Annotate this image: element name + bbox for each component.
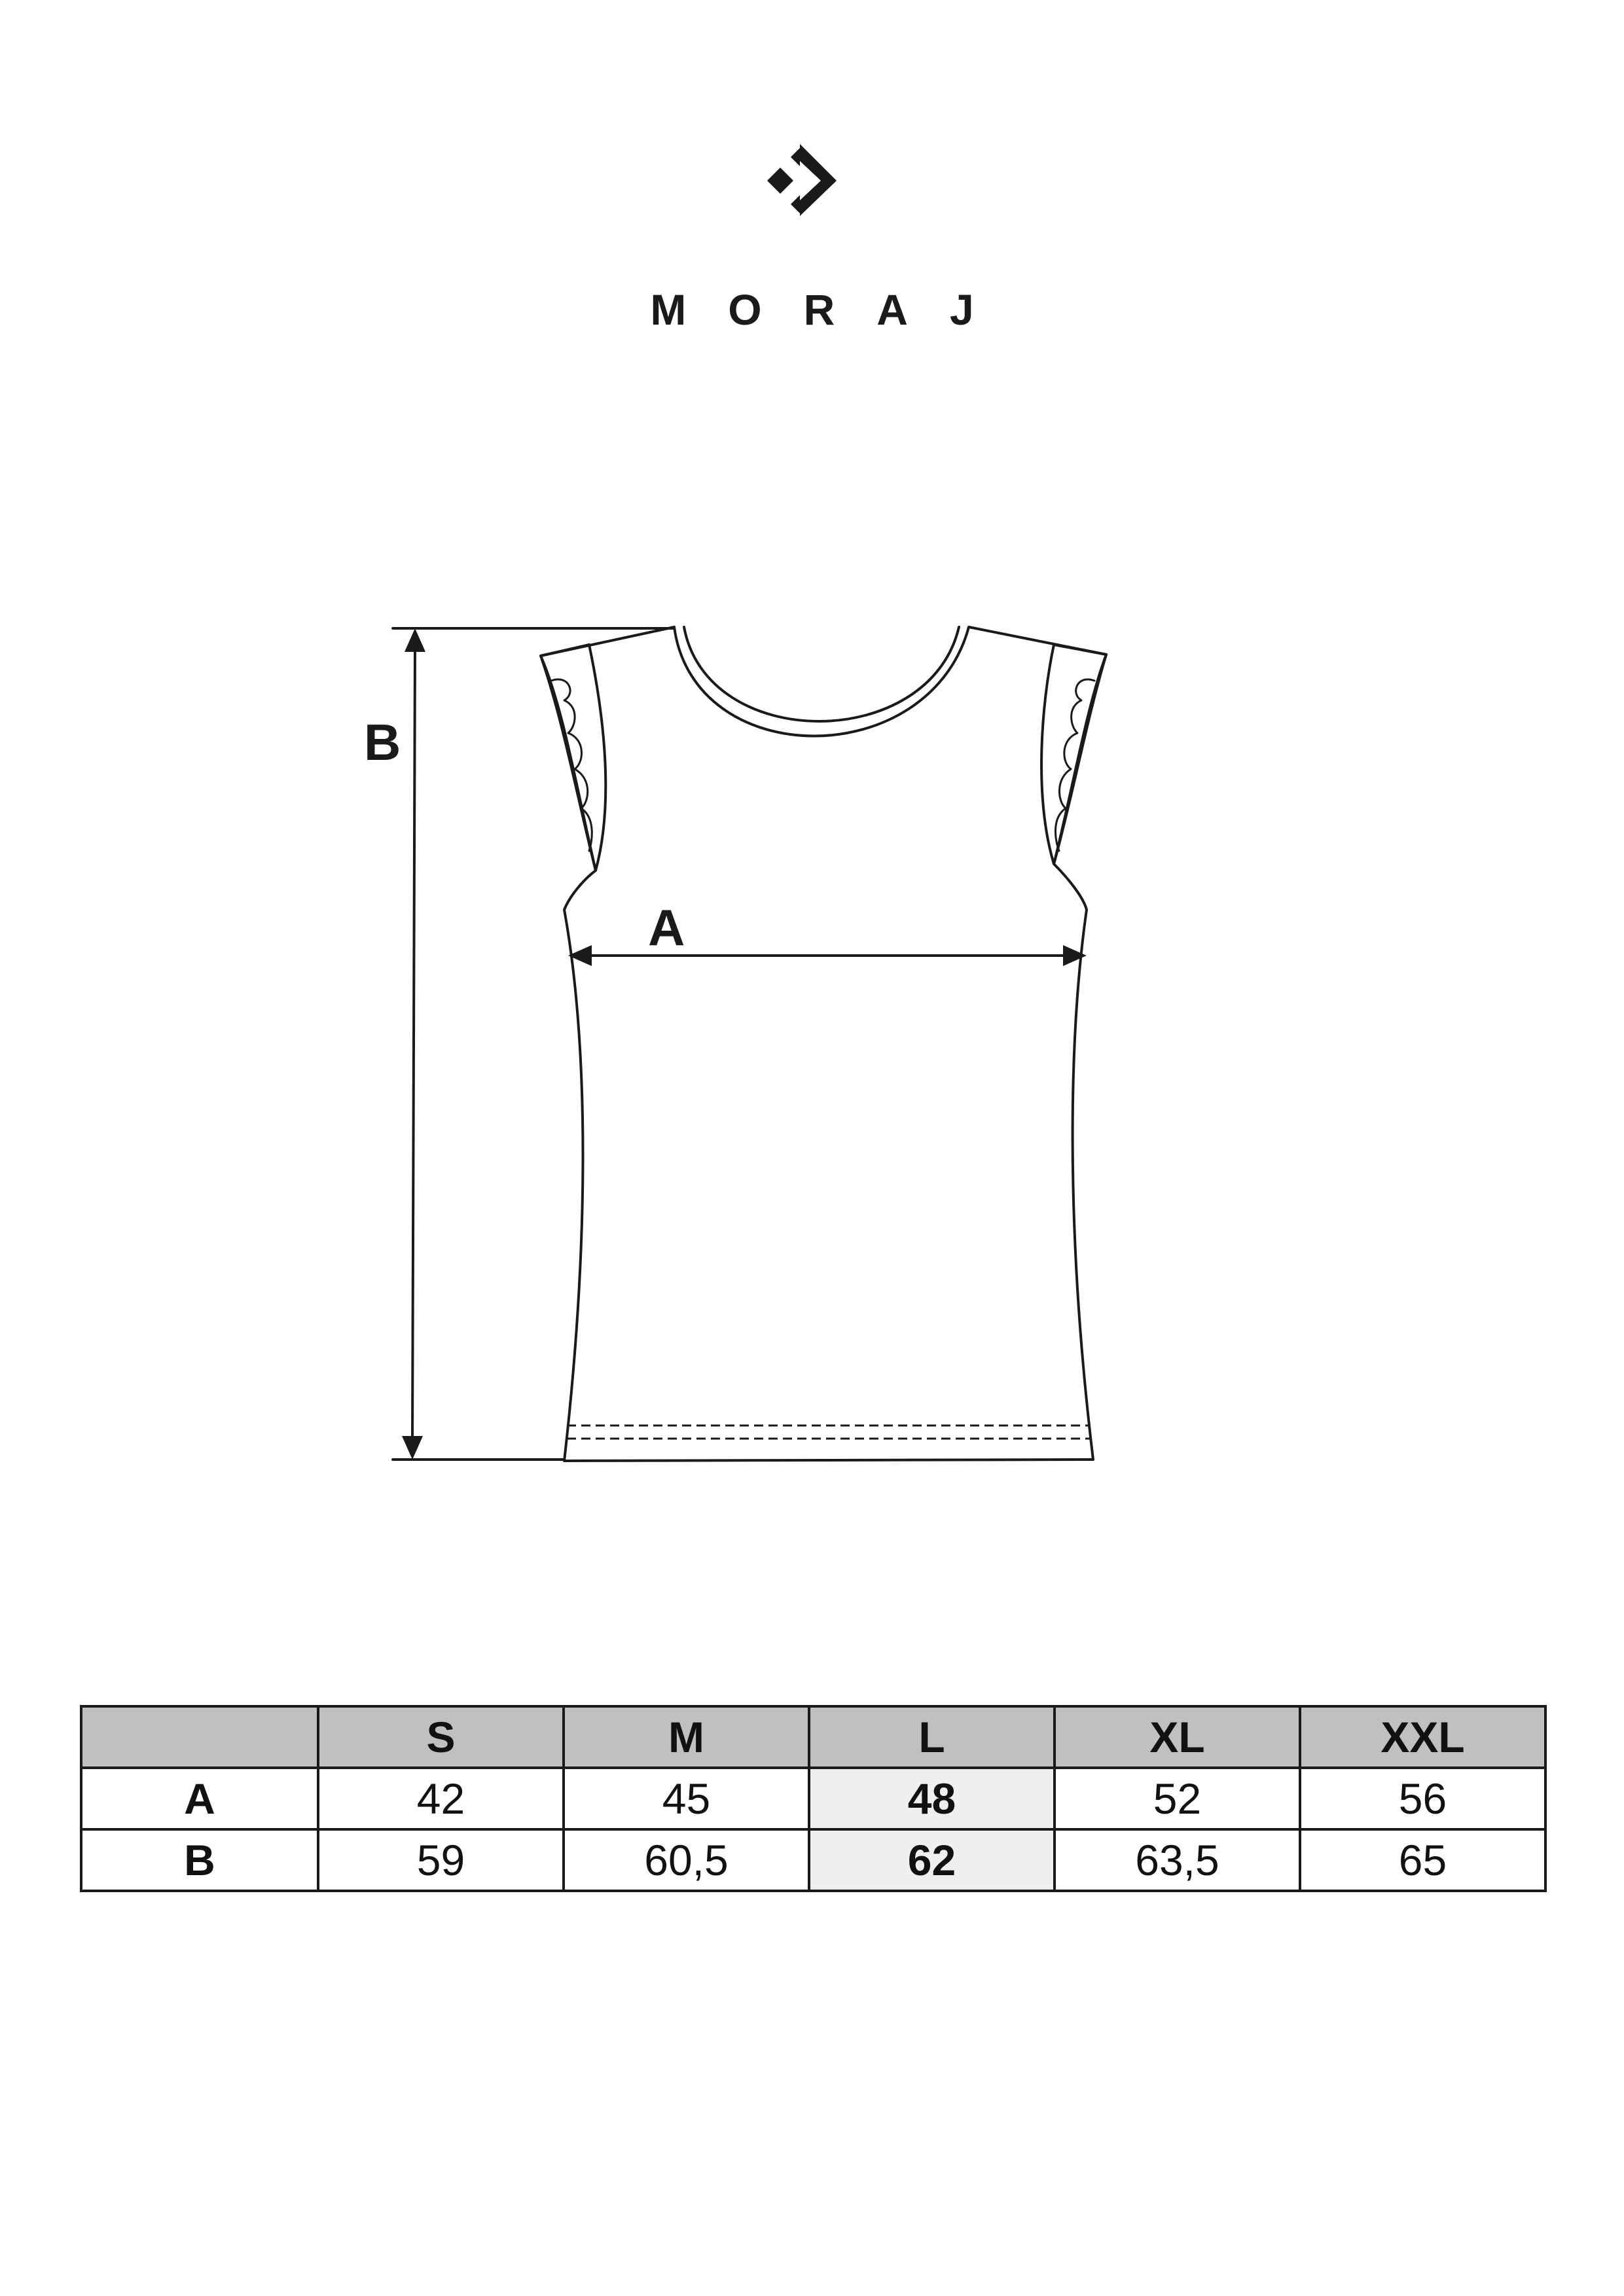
header-corner-cell <box>81 1706 318 1768</box>
row-label-a: A <box>81 1768 318 1829</box>
right-ruffle <box>1041 645 1106 864</box>
dimension-label-b: B <box>364 713 401 771</box>
garment-outline <box>541 627 1106 1461</box>
b-dimension-line <box>412 648 415 1440</box>
table-cell: 59 <box>318 1829 564 1891</box>
neckline-binding <box>684 627 959 721</box>
table-cell: 56 <box>1300 1768 1545 1829</box>
table-cell: 45 <box>564 1768 809 1829</box>
header-size-xl: XL <box>1055 1706 1300 1768</box>
table-cell: 60,5 <box>564 1829 809 1891</box>
table-cell: 65 <box>1300 1829 1545 1891</box>
table-row <box>81 1768 1545 1829</box>
table-cell-highlighted: 48 <box>809 1768 1055 1829</box>
b-arrow-top-icon <box>405 628 425 652</box>
table-cell-highlighted: 62 <box>809 1829 1055 1891</box>
table-row <box>81 1829 1545 1891</box>
table-cell: 63,5 <box>1055 1829 1300 1891</box>
header-size-xxl: XXL <box>1300 1706 1545 1768</box>
size-table <box>80 1705 1547 1892</box>
header-size-l: L <box>809 1706 1055 1768</box>
dimension-label-a: A <box>648 899 685 956</box>
brand-name: MORAJ <box>650 285 1016 334</box>
header-size-m: M <box>564 1706 809 1768</box>
size-table-header-row <box>81 1706 1545 1768</box>
row-label-b: B <box>81 1829 318 1891</box>
b-arrow-bottom-icon <box>402 1436 423 1460</box>
table-cell: 42 <box>318 1768 564 1829</box>
header-size-s: S <box>318 1706 564 1768</box>
table-cell: 52 <box>1055 1768 1300 1829</box>
